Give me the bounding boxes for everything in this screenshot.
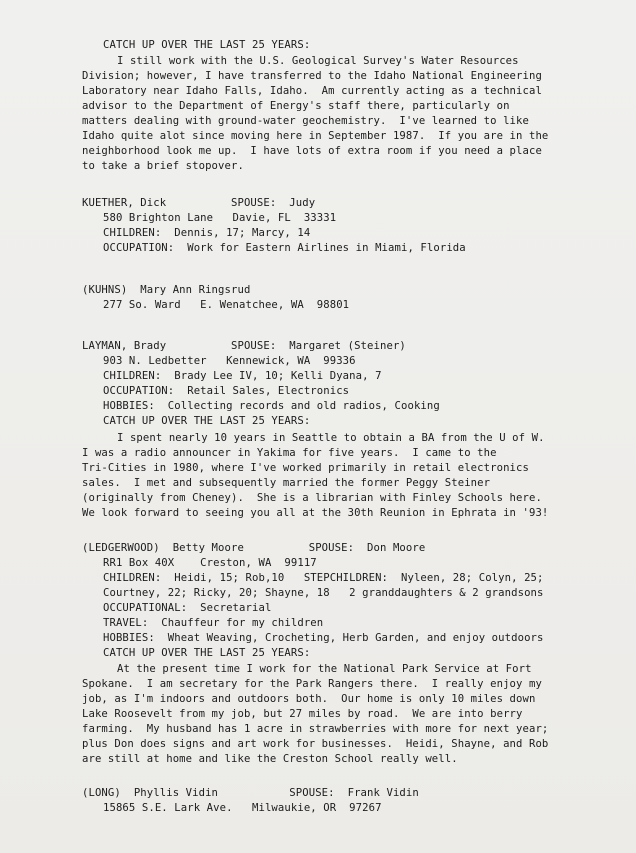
entry-address: 277 So. Ward E. Wenatchee, WA 98801 bbox=[103, 299, 350, 311]
intro-line: neighborhood look me up. I have lots of extra room if you need a place bbox=[82, 145, 542, 157]
intro-line: Idaho quite alot since moving here in September 1987. If you are in the bbox=[82, 130, 549, 142]
narrative-line: farming. My husband has 1 acre in strawberries with more for next year; bbox=[82, 723, 549, 735]
narrative-line: Tri-Cities in 1980, where I've worked primarily in retail electronics bbox=[82, 462, 529, 474]
narrative-line: (originally from Cheney). She is a librarian with Finley Schools here. bbox=[82, 492, 542, 504]
narrative-line: sales. I met and subsequently married the former Peggy Steiner bbox=[82, 477, 491, 489]
entry-hobbies: HOBBIES: Wheat Weaving, Crocheting, Herb Garden, and enjoy outdoors bbox=[103, 632, 544, 644]
narrative-line: I was a radio announcer in Yakima for five years. I came to the bbox=[82, 447, 497, 459]
entry-name-line: KUETHER, Dick SPOUSE: Judy bbox=[82, 197, 316, 209]
intro-line: Laboratory near Idaho Falls, Idaho. Am currently acting as a technical bbox=[82, 85, 542, 97]
entry-address: 15865 S.E. Lark Ave. Milwaukie, OR 97267 bbox=[103, 802, 382, 814]
entry-occupation: OCCUPATIONAL: Secretarial bbox=[103, 602, 272, 614]
intro-line: Division; however, I have transferred to the Idaho National Engineering bbox=[82, 70, 542, 82]
intro-line: matters dealing with ground-water geochemistry. I've learned to like bbox=[82, 115, 529, 127]
entry-children-continued: Courtney, 22; Ricky, 20; Shayne, 18 2 granddaughters & 2 grandsons bbox=[103, 587, 544, 599]
narrative-line: job, as I'm indoors and outdoors both. Our home is only 10 miles down bbox=[82, 693, 536, 705]
entry-travel: TRAVEL: Chauffeur for my children bbox=[103, 617, 324, 629]
entry-name-line: (LONG) Phyllis Vidin SPOUSE: Frank Vidin bbox=[82, 787, 419, 799]
entry-address: 903 N. Ledbetter Kennewick, WA 99336 bbox=[103, 355, 356, 367]
narrative-line: Spokane. I am secretary for the Park Rangers there. I really enjoy my bbox=[82, 678, 542, 690]
entry-children: CHILDREN: Heidi, 15; Rob,10 STEPCHILDREN: Nyleen, 28; Colyn, 25; bbox=[103, 572, 544, 584]
narrative-line: I spent nearly 10 years in Seattle to obtain a BA from the U of W. bbox=[117, 432, 545, 444]
entry-children: CHILDREN: Dennis, 17; Marcy, 14 bbox=[103, 227, 311, 239]
narrative-line: We look forward to seeing you all at the 30th Reunion in Ephrata in '93! bbox=[82, 507, 549, 519]
narrative-line: are still at home and like the Creston School really well. bbox=[82, 753, 458, 765]
catch-up-heading: CATCH UP OVER THE LAST 25 YEARS: bbox=[103, 415, 311, 427]
catch-up-heading: CATCH UP OVER THE LAST 25 YEARS: bbox=[103, 647, 311, 659]
entry-name-line: (LEDGERWOOD) Betty Moore SPOUSE: Don Moore bbox=[82, 542, 426, 554]
entry-occupation: OCCUPATION: Work for Eastern Airlines in Miami, Florida bbox=[103, 242, 466, 254]
entry-name-line: (KUHNS) Mary Ann Ringsrud bbox=[82, 284, 251, 296]
entry-address: RR1 Box 40X Creston, WA 99117 bbox=[103, 557, 317, 569]
narrative-line: Lake Roosevelt from my job, but 27 miles by road. We are into berry bbox=[82, 708, 523, 720]
entry-name-line: LAYMAN, Brady SPOUSE: Margaret (Steiner) bbox=[82, 340, 406, 352]
narrative-line: At the present time I work for the National Park Service at Fort bbox=[117, 663, 532, 675]
entry-children: CHILDREN: Brady Lee IV, 10; Kelli Dyana, 7 bbox=[103, 370, 382, 382]
intro-line: I still work with the U.S. Geological Survey's Water Resources bbox=[117, 55, 519, 67]
entry-address: 580 Brighton Lane Davie, FL 33331 bbox=[103, 212, 337, 224]
intro-line: advisor to the Department of Energy's staff there, particularly on bbox=[82, 100, 510, 112]
entry-hobbies: HOBBIES: Collecting records and old radios, Cooking bbox=[103, 400, 440, 412]
narrative-line: plus Don does signs and art work for businesses. Heidi, Shayne, and Rob bbox=[82, 738, 549, 750]
entry-occupation: OCCUPATION: Retail Sales, Electronics bbox=[103, 385, 350, 397]
intro-line: to take a brief stopover. bbox=[82, 160, 244, 172]
catch-up-heading: CATCH UP OVER THE LAST 25 YEARS: bbox=[103, 39, 311, 51]
